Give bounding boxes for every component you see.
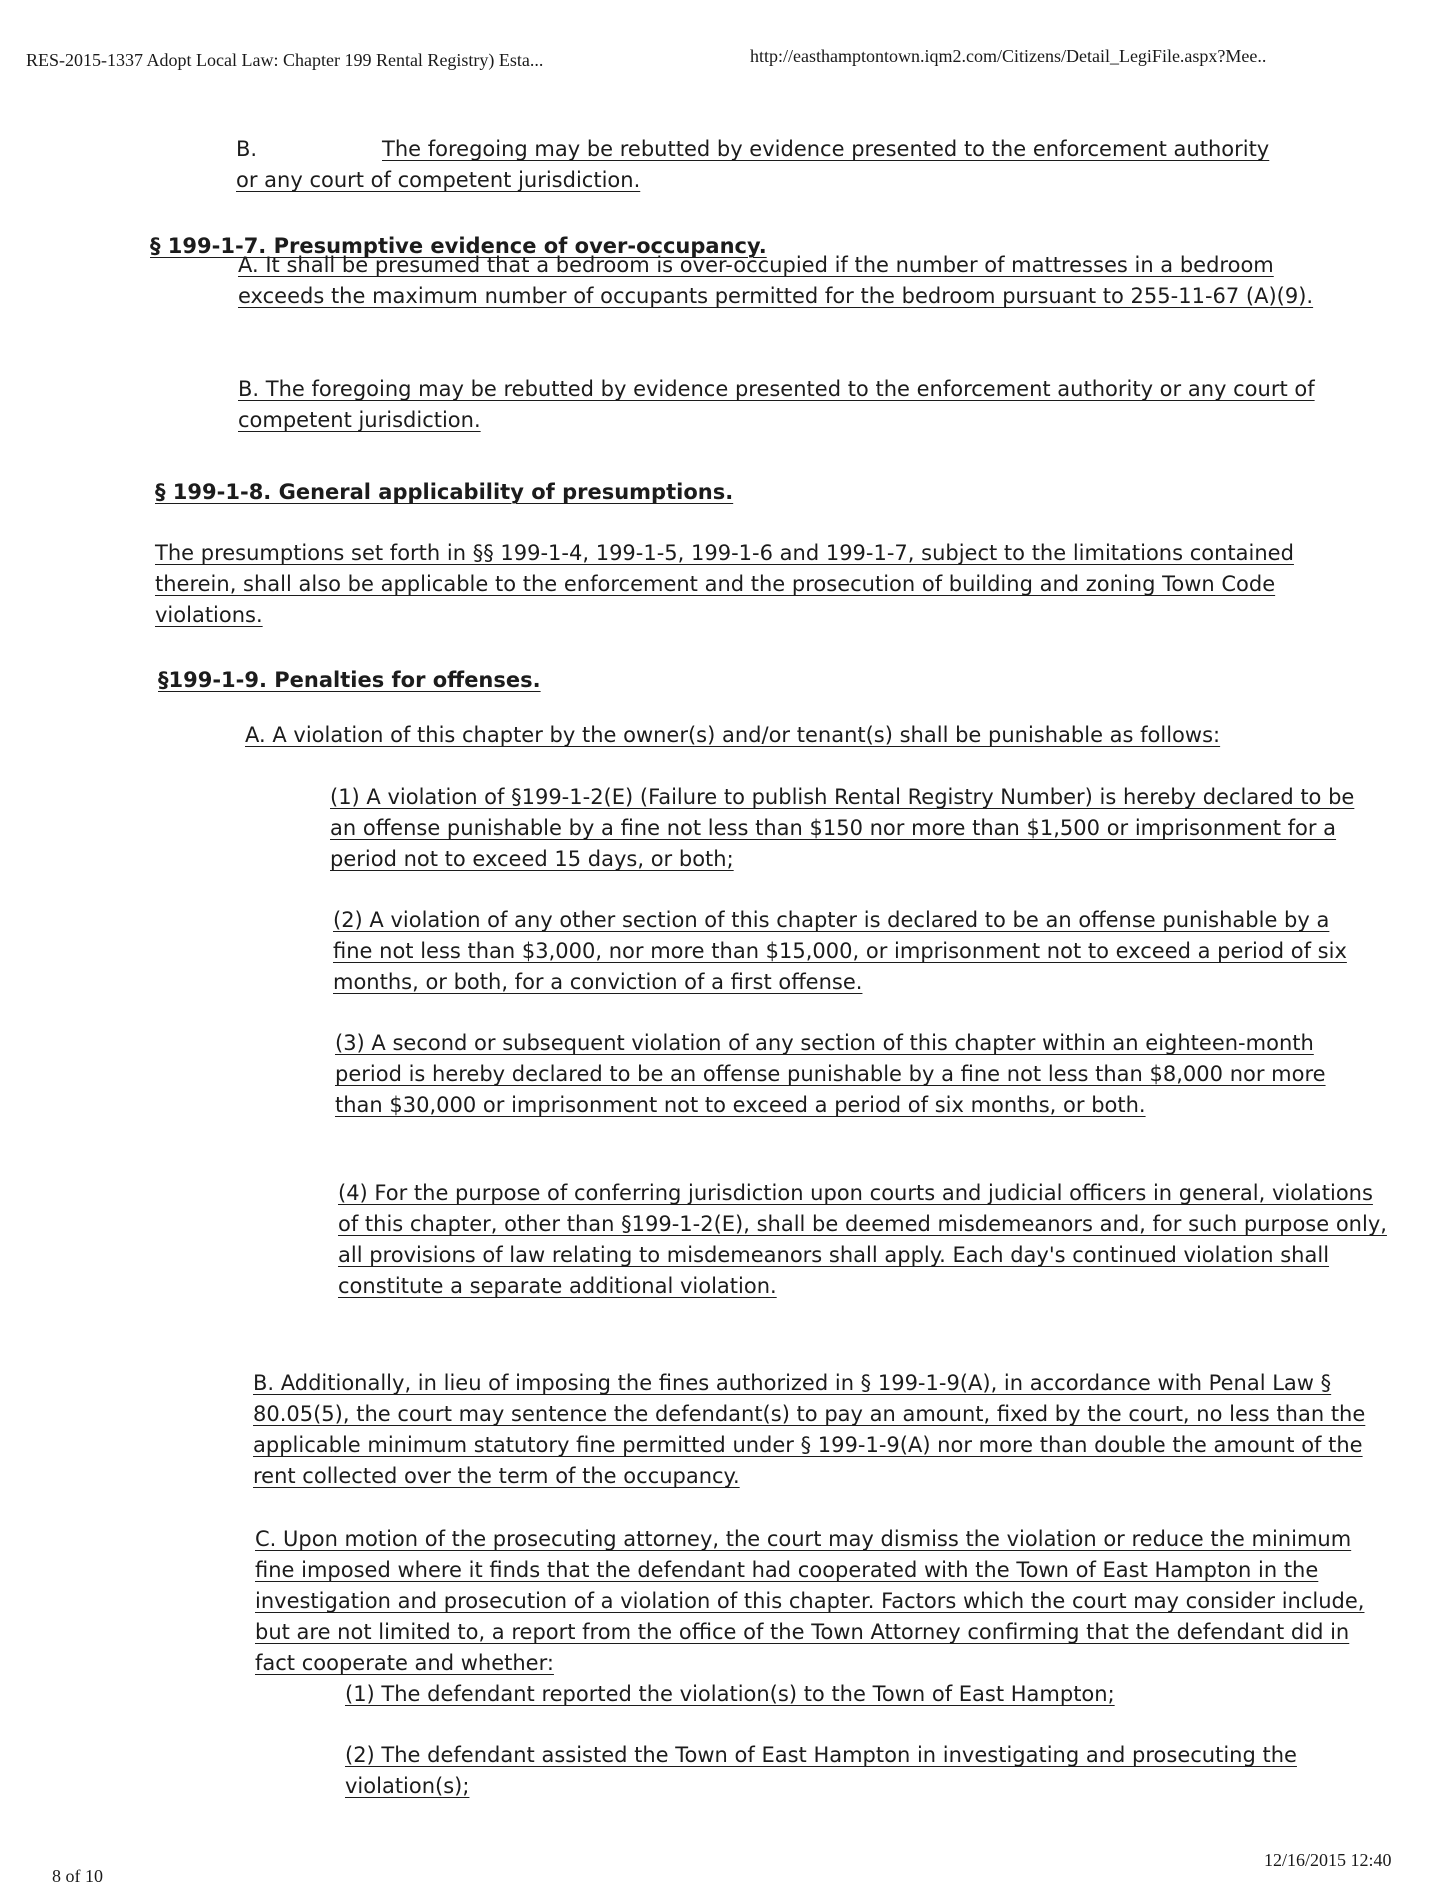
header-document-title: RES-2015-1337 Adopt Local Law: Chapter 199 Rental Registry) Esta... bbox=[26, 50, 544, 70]
section-199-1-9-a-item-1: (1) A violation of §199-1-2(E) (Failure to publish Rental Registry Number) is hereby declared to be an offense punishable by a fine not less than $150 nor more than $1,500 or imprisonment for a period not to exceed 15 days, or both; bbox=[330, 785, 1355, 871]
footer-page-number: 8 of 10 bbox=[52, 1866, 103, 1886]
section-199-1-8-paragraph: The presumptions set forth in §§ 199-1-4, 199-1-5, 199-1-6 and 199-1-7, subject to the limitations contained therein, shall also be applicable to the enforcement and the prosecution of building and zoning Town Code violations. bbox=[155, 541, 1294, 627]
section-199-1-9-paragraph-a: A. A violation of this chapter by the owner(s) and/or tenant(s) shall be punishable as follows: bbox=[245, 723, 1221, 747]
paragraph-text: The foregoing may be rebutted by evidence presented to the enforcement authority or any court of competent jurisdiction. bbox=[236, 137, 1270, 192]
footer-timestamp: 12/16/2015 12:40 bbox=[1264, 1850, 1392, 1870]
section-199-1-9-a-item-4: (4) For the purpose of conferring jurisdiction upon courts and judicial officers in general, violations of this chapter, other than §199-1-2(E), shall be deemed misdemeanors and, for such purpose only, all provisions of law relating to misdemeanors shall apply. Each day's continued violation shall constitute a separate additional violation. bbox=[338, 1181, 1387, 1298]
section-heading-199-1-8: § 199-1-8. General applicability of presumptions. bbox=[155, 480, 734, 504]
section-199-1-9-paragraph-c: C. Upon motion of the prosecuting attorney, the court may dismiss the violation or reduce the minimum fine imposed where it finds that the defendant had cooperated with the Town of East Hampton in the investigation and prosecution of a violation of this chapter. Factors which the court may consider include, but are not limited to, a report from the office of the Town Attorney confirming that the defendant did in fact cooperate and whether: bbox=[255, 1527, 1365, 1675]
section-heading-199-1-9: §199-1-9. Penalties for offenses. bbox=[158, 668, 541, 692]
section-heading-199-1-7: § 199-1-7. Presumptive evidence of over-occupancy. bbox=[150, 234, 767, 258]
section-199-1-9-a-item-3: (3) A second or subsequent violation of any section of this chapter within an eighteen-month period is hereby declared to be an offense punishable by a fine not less than $8,000 nor more than $30,000 or imprisonment not to exceed a period of six months, or both. bbox=[335, 1031, 1326, 1117]
paragraph-label: B. bbox=[236, 137, 258, 161]
section-199-1-7-paragraph-b: B. The foregoing may be rebutted by evidence presented to the enforcement authority or any court of competent jurisdiction. bbox=[238, 377, 1315, 432]
prev-section-paragraph-b bbox=[236, 134, 1296, 196]
header-url: http://easthamptontown.iqm2.com/Citizens/Detail_LegiFile.aspx?Mee.. bbox=[750, 46, 1267, 66]
section-199-1-9-c-item-1: (1) The defendant reported the violation(s) to the Town of East Hampton; bbox=[345, 1682, 1115, 1706]
section-199-1-9-a-item-2: (2) A violation of any other section of this chapter is declared to be an offense punishable by a fine not less than $3,000, nor more than $15,000, or imprisonment not to exceed a period of six months, or both, for a conviction of a first offense. bbox=[333, 908, 1347, 994]
section-199-1-7-paragraph-a: A. It shall be presumed that a bedroom is over-occupied if the number of mattresses in a bedroom exceeds the maximum number of occupants permitted for the bedroom pursuant to 255-11-67 (A)(9). bbox=[238, 253, 1314, 308]
section-199-1-9-paragraph-b: B. Additionally, in lieu of imposing the fines authorized in § 199-1-9(A), in accordance with Penal Law § 80.05(5), the court may sentence the defendant(s) to pay an amount, fixed by the court, no less than the applicable minimum statutory fine permitted under § 199-1-9(A) nor more than double the amount of the rent collected over the term of the occupancy. bbox=[253, 1371, 1366, 1488]
section-199-1-9-c-item-2: (2) The defendant assisted the Town of East Hampton in investigating and prosecuting the violation(s); bbox=[345, 1743, 1297, 1798]
